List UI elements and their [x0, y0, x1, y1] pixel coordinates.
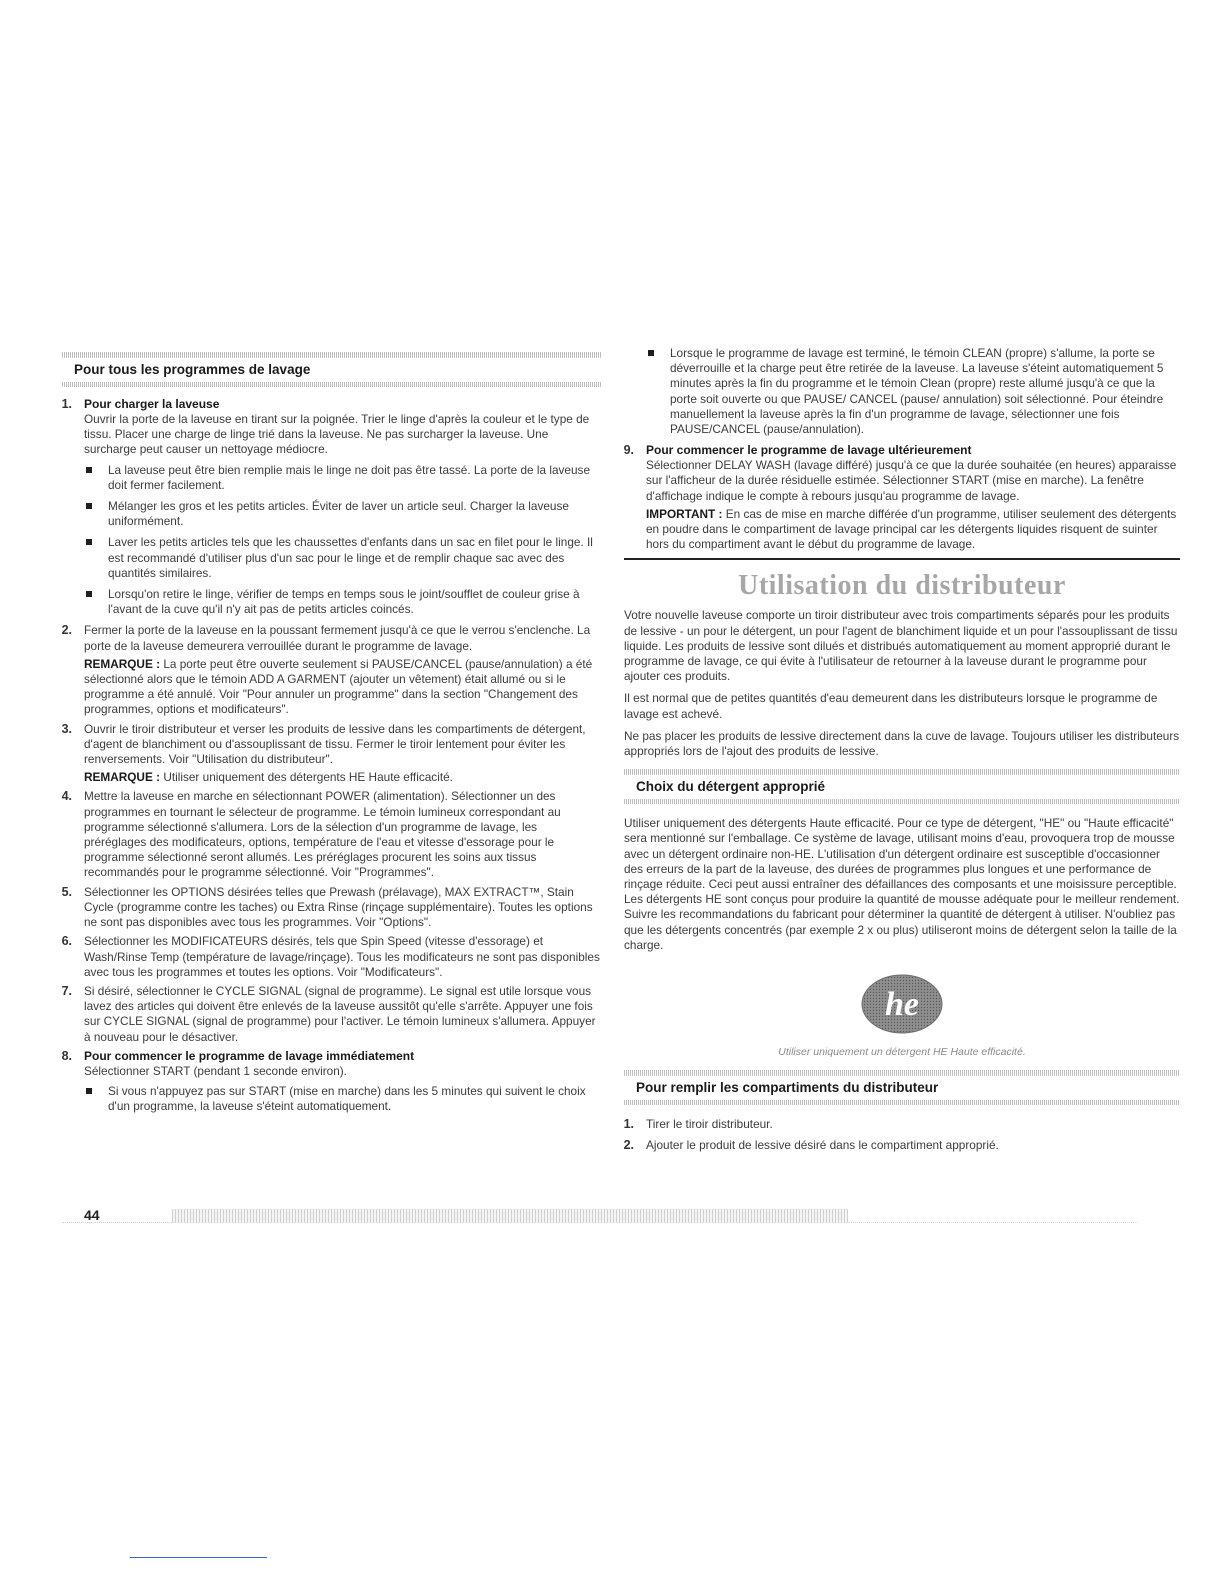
step-text: Ouvrir le tiroir distributeur et verser les produits de lessive dans les compartiments de détergent, d'agent de blanchiment ou d'assouplissant de tissu. Fermer le tiroir lentement pour éviter les renversements. Voir "Utilisation du distributeur".: [84, 721, 586, 767]
footer-dotted-rule: [62, 1222, 172, 1224]
step-note: [84, 657, 602, 718]
step-2: [61, 623, 602, 717]
section-heading-text: Choix du détergent approprié: [636, 779, 826, 795]
step-9: [623, 443, 1180, 552]
logo-caption: Utiliser uniquement un détergent HE Haute efficacité.: [778, 1046, 1026, 1059]
note-text: La porte peut être ouverte seulement si PAUSE/CANCEL (pause/annulation) a été sélectionné alors que le témoin ADD A GARMENT (ajouter un vêtement) était allumé ou si le programme a été annulé. Voir "Pour annuler un programme" dans la section "Changement des programmes, options et modificateurs".: [84, 656, 593, 717]
section-heading-text: Pour remplir les compartiments du distributeur: [636, 1080, 939, 1096]
bullet-text: Mélanger les gros et les petits articles. Éviter de laver un article seul. Charger la laveuse uniformément.: [108, 499, 569, 529]
step-text: Si désiré, sélectionner le CYCLE SIGNAL (signal de programme). Le signal est utile lorsque vous lavez des articles qui doivent être enlevés de la laveuse aussitôt qu'elle s'arrête. Appuyer une fois sur CYCLE SIGNAL (signal de programme) pour l'activer. Le témoin lumineux s'allumera. Appuyer à nouveau pour le désactiver.: [84, 983, 596, 1044]
page-number: 44: [84, 1207, 100, 1223]
paragraph: Votre nouvelle laveuse comporte un tiroir distributeur avec trois compartiments séparés pour les produits de lessive - un pour le détergent, un pour l'agent de blanchiment liquide et un pour l'assouplissant de tissu liquide. Les produits de lessive sont dilués et distribués automatiquement au moment approprié durant le programme de lavage, ce qui évite à l'utilisateur de retourner à la laveuse durant le programme pour ajouter ces produits.: [624, 608, 1178, 684]
step-title: Pour commencer le programme de lavage immédiatement: [84, 1048, 415, 1063]
step-number: 5.: [61, 884, 72, 899]
bullet-item: [84, 463, 602, 493]
steps-list: [623, 443, 1180, 552]
bullet-list: [84, 1084, 602, 1114]
step-number: 6.: [61, 934, 72, 949]
footer-bar: [172, 1209, 848, 1223]
note-label: REMARQUE :: [84, 770, 161, 785]
bullet-square-icon: [648, 350, 654, 356]
he-logo-block: [624, 973, 1180, 1040]
step-number: 3.: [61, 721, 72, 736]
fill-steps-list: [623, 1117, 1180, 1153]
note-text: En cas de mise en marche différée d'un programme, utiliser seulement des détergents en poudre dans le compartiment de lavage principal car les détergents liquides risquent de suinter hors du compartiment avant le début du programme de lavage.: [646, 506, 1177, 552]
step-title: Pour commencer le programme de lavage ultérieurement: [646, 443, 972, 458]
detergent-paragraph: Utiliser uniquement des détergents Haute efficacité. Pour ce type de détergent, "HE" ou "Haute efficacité" sera mentionné sur l'emballage. Ce système de lavage, utilisant moins d'eau, provoquera trop de mousse avec un détergent ordinaire non-HE. L'utilisation d'un détergent ordinaire est susceptible d'occasionner des erreurs de la part de la laveuse, des durées de programmes plus longues et une performance de rinçage réduite. Ceci peut aussi entraîner des défaillances des composants et une moisissure perceptible. Les détergents HE sont conçus pour produire la quantité de mousse adéquate pour le meilleur rendement. Suivre les recommandations du fabricant pour déterminer la quantité de détergent à utiliser. N'oubliez pas que les détergents concentrés (par exemple 2 x ou plus) utiliseront moins de détergent selon la taille de la charge.: [624, 816, 1180, 952]
step-number: 1.: [61, 397, 72, 411]
he-logo-icon: [860, 973, 944, 1035]
section-title-dispenser: Utilisation du distributeur: [624, 558, 1180, 608]
step-number: 1.: [623, 1117, 634, 1132]
bullet-item: [84, 1084, 602, 1114]
step-number: 8.: [61, 1048, 72, 1063]
step-5: [61, 884, 602, 931]
note-label: REMARQUE :: [84, 656, 161, 671]
note-label: IMPORTANT :: [646, 506, 723, 521]
step-title: Pour charger la laveuse: [84, 397, 220, 411]
bullet-item: [84, 587, 602, 617]
bullet-text: Laver les petits articles tels que les chaussettes d'enfants dans un sac en filet pour le linge. Il est recommandé d'utiliser plus d'un sac pour le linge et de remplir chaque sac avec des quantités similaires.: [108, 535, 593, 580]
bullet-square-icon: [86, 1088, 92, 1094]
step-number: 4.: [61, 789, 72, 804]
step-text: Sélectionner DELAY WASH (lavage différé) jusqu'à ce que la durée souhaitée (en heures) apparaisse sur l'afficheur de la durée résiduelle estimée. Sélectionner START (mise en marche). La fenêtre d'affichage indique le compte à rebours jusqu'au programme de lavage.: [646, 458, 1177, 503]
step-number: 9.: [623, 443, 634, 458]
step-3: [61, 721, 602, 786]
dispenser-paragraphs: [624, 608, 1180, 759]
left-column: [62, 352, 602, 1120]
bullet-square-icon: [86, 539, 92, 545]
bottom-rule: [130, 1557, 267, 1558]
paragraph: Il est normal que de petites quantités d'eau demeurent dans les distributeurs lorsque le programme de lavage est achevé.: [624, 691, 1158, 721]
note-text: Utiliser uniquement des détergents HE Haute efficacité.: [163, 770, 453, 785]
bullet-text: La laveuse peut être bien remplie mais le linge ne doit pas être tassé. La porte de la laveuse doit fermer facilement.: [108, 462, 591, 492]
step-8: [61, 1048, 602, 1115]
right-column: [624, 346, 1180, 1158]
bullet-text: Lorsqu'on retire le linge, vérifier de temps en temps sous le joint/soufflet de couleur grise à l'avant de la cuve qu'il n'y ait pas de petits articles coincés.: [108, 587, 580, 617]
step-text: Ouvrir la porte de la laveuse en tirant sur la poignée. Trier le linge d'après la couleur et le type de tissu. Placer une charge de linge trié dans la laveuse. Ne pas surcharger la laveuse. Une surcharge peut causer un nettoyage médiocre.: [84, 412, 590, 457]
step-number: 2.: [61, 623, 72, 638]
section-heading-fill: [624, 1070, 1180, 1105]
step-text: Ajouter le produit de lessive désiré dans le compartiment approprié.: [646, 1138, 999, 1153]
step-6: [61, 934, 602, 980]
bullet-text: Si vous n'appuyez pas sur START (mise en marche) dans les 5 minutes qui suivent le choix d'un programme, la laveuse s'éteint automatiquement.: [108, 1083, 586, 1114]
page-footer: [62, 1207, 1138, 1225]
step-1: [61, 397, 602, 617]
step-7: [61, 983, 602, 1045]
step-number: 7.: [61, 983, 72, 998]
steps-list: [61, 397, 602, 1114]
step-number: 2.: [623, 1138, 634, 1153]
section-heading-all-cycles: [62, 352, 602, 387]
bullet-square-icon: [86, 467, 92, 473]
section-heading-detergent: [624, 769, 1180, 804]
step-text: Sélectionner les OPTIONS désirées telles que Prewash (prélavage), MAX EXTRACT™, Stain Cycle (programme contre les taches) ou Extra Rinse (rinçage supplémentaire). Toutes les options ne sont pas disponibles avec tous les programmes. Voir "Options".: [84, 884, 593, 930]
fill-step-2: [623, 1138, 1180, 1153]
he-logo-text: he: [885, 986, 919, 1024]
bullet-text: Lorsque le programme de lavage est terminé, le témoin CLEAN (propre) s'allume, la porte se déverrouille et la charge peut être retirée de la laveuse. La laveuse s'éteint automatiquement 5 minutes après la fin du programme et le témoin Clean (propre) reste allumé jusqu'à ce que la porte soit ouverte ou que PAUSE/ CANCEL (pause/ annulation) soit sélectionné. Pour éteindre manuellement la laveuse après la fin d'un programme de lavage, sélectionner une fois PAUSE/CANCEL (pause/annulation).: [670, 346, 1164, 437]
bullet-item: [84, 499, 602, 529]
bullet-item: [84, 535, 602, 581]
step-text: Sélectionner START (pendant 1 seconde environ).: [84, 1063, 347, 1078]
paragraph: Ne pas placer les produits de lessive directement dans la cuve de lavage. Toujours utiliser les distributeurs appropriés lors de l'ajout des produits de lessive.: [624, 728, 1180, 759]
footer-dotted-rule: [848, 1222, 1138, 1224]
section-heading-text: Pour tous les programmes de lavage: [74, 362, 311, 377]
step-note: [646, 507, 1180, 553]
step-note: [84, 770, 602, 785]
step-4: [61, 789, 602, 880]
bullet-list: [646, 346, 1180, 437]
bullet-item: [646, 346, 1180, 437]
step-text: Fermer la porte de la laveuse en la poussant fermement jusqu'à ce que le verrou s'enclenche. La porte de la laveuse demeurera verrouillée durant le programme de lavage.: [84, 623, 591, 653]
step-text: Sélectionner les MODIFICATEURS désirés, tels que Spin Speed (vitesse d'essorage) et Wash/Rinse Temp (température de lavage/rinçage). Tous les modificateurs ne sont pas disponibles avec tous les programmes et toutes les options. Voir "Modificateurs".: [84, 934, 600, 979]
bullet-list: [84, 463, 602, 618]
bullet-square-icon: [86, 503, 92, 509]
bullet-square-icon: [86, 591, 92, 597]
step-text: Mettre la laveuse en marche en sélectionnant POWER (alimentation). Sélectionner un des programmes en tournant le sélecteur de programme. Le témoin lumineux correspondant au programme sélectionné s'allumera. Lors de la sélection d'un programme de lavage, les préréglages des modificateurs, options, température de l'eau et vitesse d'essorage pour le programme sélectionné seront allumés. Les préréglages procurent les soins aux tissus recommandés pour le programme sélectionné. Voir "Programmes".: [84, 789, 561, 880]
fill-step-1: [623, 1117, 1180, 1132]
step-text: Tirer le tiroir distributeur.: [646, 1117, 773, 1132]
